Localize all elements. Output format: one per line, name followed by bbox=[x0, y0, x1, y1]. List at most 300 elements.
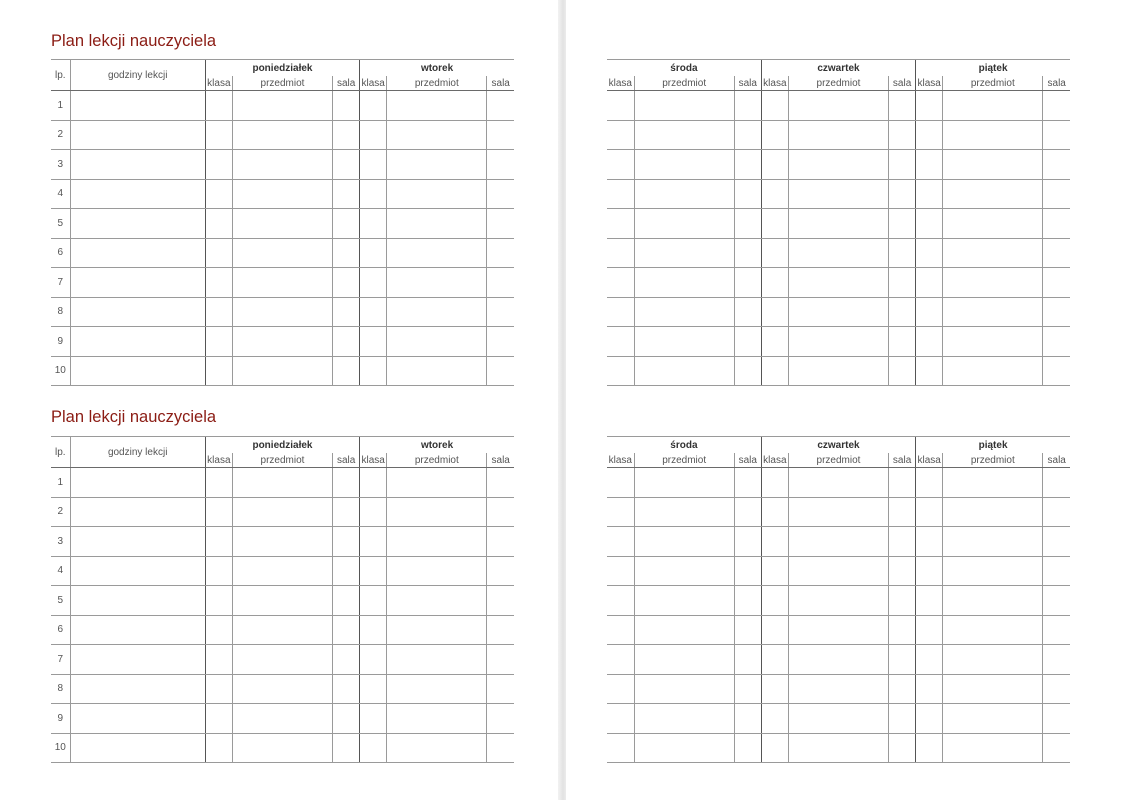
przedmiot-cell[interactable] bbox=[788, 645, 888, 675]
klasa-cell[interactable] bbox=[360, 356, 387, 386]
przedmiot-cell[interactable] bbox=[943, 238, 1043, 268]
sala-cell[interactable] bbox=[889, 91, 916, 121]
klasa-cell[interactable] bbox=[205, 733, 232, 763]
klasa-cell[interactable] bbox=[607, 674, 634, 704]
sala-cell[interactable] bbox=[734, 556, 761, 586]
klasa-cell[interactable] bbox=[607, 297, 634, 327]
przedmiot-cell[interactable] bbox=[788, 527, 888, 557]
sala-cell[interactable] bbox=[333, 238, 360, 268]
sala-cell[interactable] bbox=[889, 586, 916, 616]
przedmiot-cell[interactable] bbox=[943, 91, 1043, 121]
klasa-cell[interactable] bbox=[761, 297, 788, 327]
hours-cell[interactable] bbox=[70, 556, 205, 586]
przedmiot-cell[interactable] bbox=[232, 91, 332, 121]
klasa-cell[interactable] bbox=[916, 615, 943, 645]
sala-cell[interactable] bbox=[889, 733, 916, 763]
przedmiot-cell[interactable] bbox=[232, 268, 332, 298]
sala-cell[interactable] bbox=[333, 120, 360, 150]
przedmiot-cell[interactable] bbox=[232, 327, 332, 357]
sala-cell[interactable] bbox=[889, 645, 916, 675]
klasa-cell[interactable] bbox=[205, 674, 232, 704]
sala-cell[interactable] bbox=[333, 615, 360, 645]
sala-cell[interactable] bbox=[487, 497, 514, 527]
sala-cell[interactable] bbox=[1043, 527, 1070, 557]
sala-cell[interactable] bbox=[1043, 150, 1070, 180]
sala-cell[interactable] bbox=[734, 674, 761, 704]
sala-cell[interactable] bbox=[734, 733, 761, 763]
hours-cell[interactable] bbox=[70, 468, 205, 498]
sala-cell[interactable] bbox=[889, 120, 916, 150]
sala-cell[interactable] bbox=[734, 91, 761, 121]
klasa-cell[interactable] bbox=[607, 209, 634, 239]
sala-cell[interactable] bbox=[734, 238, 761, 268]
hours-cell[interactable] bbox=[70, 586, 205, 616]
klasa-cell[interactable] bbox=[607, 150, 634, 180]
klasa-cell[interactable] bbox=[916, 356, 943, 386]
klasa-cell[interactable] bbox=[761, 468, 788, 498]
klasa-cell[interactable] bbox=[360, 527, 387, 557]
sala-cell[interactable] bbox=[487, 615, 514, 645]
sala-cell[interactable] bbox=[487, 356, 514, 386]
przedmiot-cell[interactable] bbox=[387, 238, 487, 268]
przedmiot-cell[interactable] bbox=[788, 674, 888, 704]
klasa-cell[interactable] bbox=[360, 327, 387, 357]
klasa-cell[interactable] bbox=[916, 704, 943, 734]
klasa-cell[interactable] bbox=[607, 497, 634, 527]
klasa-cell[interactable] bbox=[916, 91, 943, 121]
sala-cell[interactable] bbox=[487, 120, 514, 150]
sala-cell[interactable] bbox=[333, 497, 360, 527]
przedmiot-cell[interactable] bbox=[788, 91, 888, 121]
przedmiot-cell[interactable] bbox=[232, 238, 332, 268]
sala-cell[interactable] bbox=[1043, 327, 1070, 357]
sala-cell[interactable] bbox=[333, 179, 360, 209]
przedmiot-cell[interactable] bbox=[788, 615, 888, 645]
klasa-cell[interactable] bbox=[916, 733, 943, 763]
przedmiot-cell[interactable] bbox=[232, 497, 332, 527]
przedmiot-cell[interactable] bbox=[943, 209, 1043, 239]
przedmiot-cell[interactable] bbox=[634, 209, 734, 239]
klasa-cell[interactable] bbox=[205, 268, 232, 298]
przedmiot-cell[interactable] bbox=[387, 468, 487, 498]
klasa-cell[interactable] bbox=[205, 497, 232, 527]
sala-cell[interactable] bbox=[734, 645, 761, 675]
przedmiot-cell[interactable] bbox=[943, 120, 1043, 150]
klasa-cell[interactable] bbox=[607, 91, 634, 121]
sala-cell[interactable] bbox=[734, 497, 761, 527]
przedmiot-cell[interactable] bbox=[232, 179, 332, 209]
przedmiot-cell[interactable] bbox=[387, 497, 487, 527]
przedmiot-cell[interactable] bbox=[634, 297, 734, 327]
klasa-cell[interactable] bbox=[607, 645, 634, 675]
przedmiot-cell[interactable] bbox=[232, 733, 332, 763]
przedmiot-cell[interactable] bbox=[232, 674, 332, 704]
klasa-cell[interactable] bbox=[360, 268, 387, 298]
przedmiot-cell[interactable] bbox=[387, 556, 487, 586]
przedmiot-cell[interactable] bbox=[634, 179, 734, 209]
klasa-cell[interactable] bbox=[761, 238, 788, 268]
przedmiot-cell[interactable] bbox=[387, 615, 487, 645]
hours-cell[interactable] bbox=[70, 268, 205, 298]
sala-cell[interactable] bbox=[1043, 179, 1070, 209]
sala-cell[interactable] bbox=[487, 91, 514, 121]
sala-cell[interactable] bbox=[734, 586, 761, 616]
przedmiot-cell[interactable] bbox=[232, 120, 332, 150]
sala-cell[interactable] bbox=[487, 238, 514, 268]
przedmiot-cell[interactable] bbox=[387, 209, 487, 239]
hours-cell[interactable] bbox=[70, 527, 205, 557]
sala-cell[interactable] bbox=[333, 327, 360, 357]
przedmiot-cell[interactable] bbox=[232, 704, 332, 734]
sala-cell[interactable] bbox=[487, 704, 514, 734]
przedmiot-cell[interactable] bbox=[943, 645, 1043, 675]
klasa-cell[interactable] bbox=[761, 268, 788, 298]
sala-cell[interactable] bbox=[1043, 268, 1070, 298]
przedmiot-cell[interactable] bbox=[943, 556, 1043, 586]
klasa-cell[interactable] bbox=[205, 586, 232, 616]
klasa-cell[interactable] bbox=[360, 179, 387, 209]
hours-cell[interactable] bbox=[70, 615, 205, 645]
sala-cell[interactable] bbox=[889, 527, 916, 557]
klasa-cell[interactable] bbox=[916, 238, 943, 268]
sala-cell[interactable] bbox=[487, 268, 514, 298]
hours-cell[interactable] bbox=[70, 733, 205, 763]
przedmiot-cell[interactable] bbox=[387, 268, 487, 298]
klasa-cell[interactable] bbox=[607, 527, 634, 557]
sala-cell[interactable] bbox=[734, 527, 761, 557]
przedmiot-cell[interactable] bbox=[232, 356, 332, 386]
klasa-cell[interactable] bbox=[360, 91, 387, 121]
przedmiot-cell[interactable] bbox=[232, 150, 332, 180]
przedmiot-cell[interactable] bbox=[387, 327, 487, 357]
klasa-cell[interactable] bbox=[761, 645, 788, 675]
przedmiot-cell[interactable] bbox=[387, 91, 487, 121]
klasa-cell[interactable] bbox=[360, 674, 387, 704]
przedmiot-cell[interactable] bbox=[387, 586, 487, 616]
sala-cell[interactable] bbox=[333, 356, 360, 386]
przedmiot-cell[interactable] bbox=[232, 615, 332, 645]
przedmiot-cell[interactable] bbox=[232, 586, 332, 616]
przedmiot-cell[interactable] bbox=[634, 733, 734, 763]
przedmiot-cell[interactable] bbox=[634, 556, 734, 586]
klasa-cell[interactable] bbox=[360, 297, 387, 327]
klasa-cell[interactable] bbox=[761, 733, 788, 763]
przedmiot-cell[interactable] bbox=[387, 150, 487, 180]
hours-cell[interactable] bbox=[70, 120, 205, 150]
przedmiot-cell[interactable] bbox=[634, 120, 734, 150]
hours-cell[interactable] bbox=[70, 297, 205, 327]
sala-cell[interactable] bbox=[889, 327, 916, 357]
sala-cell[interactable] bbox=[1043, 733, 1070, 763]
sala-cell[interactable] bbox=[734, 179, 761, 209]
przedmiot-cell[interactable] bbox=[788, 209, 888, 239]
przedmiot-cell[interactable] bbox=[634, 586, 734, 616]
przedmiot-cell[interactable] bbox=[387, 733, 487, 763]
sala-cell[interactable] bbox=[333, 209, 360, 239]
przedmiot-cell[interactable] bbox=[788, 327, 888, 357]
przedmiot-cell[interactable] bbox=[788, 586, 888, 616]
hours-cell[interactable] bbox=[70, 327, 205, 357]
przedmiot-cell[interactable] bbox=[634, 645, 734, 675]
przedmiot-cell[interactable] bbox=[788, 179, 888, 209]
sala-cell[interactable] bbox=[889, 209, 916, 239]
klasa-cell[interactable] bbox=[761, 615, 788, 645]
sala-cell[interactable] bbox=[333, 91, 360, 121]
przedmiot-cell[interactable] bbox=[788, 733, 888, 763]
sala-cell[interactable] bbox=[487, 674, 514, 704]
klasa-cell[interactable] bbox=[360, 733, 387, 763]
klasa-cell[interactable] bbox=[607, 120, 634, 150]
klasa-cell[interactable] bbox=[916, 179, 943, 209]
sala-cell[interactable] bbox=[889, 179, 916, 209]
przedmiot-cell[interactable] bbox=[232, 527, 332, 557]
sala-cell[interactable] bbox=[487, 556, 514, 586]
sala-cell[interactable] bbox=[1043, 238, 1070, 268]
przedmiot-cell[interactable] bbox=[943, 327, 1043, 357]
sala-cell[interactable] bbox=[487, 327, 514, 357]
przedmiot-cell[interactable] bbox=[788, 497, 888, 527]
przedmiot-cell[interactable] bbox=[943, 704, 1043, 734]
klasa-cell[interactable] bbox=[761, 327, 788, 357]
przedmiot-cell[interactable] bbox=[387, 297, 487, 327]
przedmiot-cell[interactable] bbox=[788, 468, 888, 498]
sala-cell[interactable] bbox=[1043, 297, 1070, 327]
klasa-cell[interactable] bbox=[607, 556, 634, 586]
klasa-cell[interactable] bbox=[916, 468, 943, 498]
klasa-cell[interactable] bbox=[360, 120, 387, 150]
przedmiot-cell[interactable] bbox=[943, 297, 1043, 327]
przedmiot-cell[interactable] bbox=[634, 497, 734, 527]
przedmiot-cell[interactable] bbox=[788, 297, 888, 327]
przedmiot-cell[interactable] bbox=[634, 238, 734, 268]
klasa-cell[interactable] bbox=[205, 238, 232, 268]
sala-cell[interactable] bbox=[487, 150, 514, 180]
sala-cell[interactable] bbox=[1043, 645, 1070, 675]
przedmiot-cell[interactable] bbox=[788, 238, 888, 268]
klasa-cell[interactable] bbox=[360, 150, 387, 180]
sala-cell[interactable] bbox=[1043, 497, 1070, 527]
przedmiot-cell[interactable] bbox=[943, 733, 1043, 763]
klasa-cell[interactable] bbox=[916, 150, 943, 180]
przedmiot-cell[interactable] bbox=[387, 674, 487, 704]
sala-cell[interactable] bbox=[889, 615, 916, 645]
przedmiot-cell[interactable] bbox=[387, 527, 487, 557]
przedmiot-cell[interactable] bbox=[232, 556, 332, 586]
przedmiot-cell[interactable] bbox=[943, 586, 1043, 616]
klasa-cell[interactable] bbox=[205, 556, 232, 586]
przedmiot-cell[interactable] bbox=[943, 356, 1043, 386]
klasa-cell[interactable] bbox=[761, 150, 788, 180]
klasa-cell[interactable] bbox=[607, 179, 634, 209]
klasa-cell[interactable] bbox=[761, 704, 788, 734]
klasa-cell[interactable] bbox=[761, 120, 788, 150]
przedmiot-cell[interactable] bbox=[634, 468, 734, 498]
przedmiot-cell[interactable] bbox=[788, 150, 888, 180]
sala-cell[interactable] bbox=[889, 674, 916, 704]
klasa-cell[interactable] bbox=[205, 150, 232, 180]
sala-cell[interactable] bbox=[889, 150, 916, 180]
hours-cell[interactable] bbox=[70, 91, 205, 121]
przedmiot-cell[interactable] bbox=[387, 704, 487, 734]
przedmiot-cell[interactable] bbox=[634, 674, 734, 704]
sala-cell[interactable] bbox=[487, 645, 514, 675]
sala-cell[interactable] bbox=[889, 356, 916, 386]
przedmiot-cell[interactable] bbox=[232, 297, 332, 327]
klasa-cell[interactable] bbox=[607, 615, 634, 645]
hours-cell[interactable] bbox=[70, 645, 205, 675]
sala-cell[interactable] bbox=[734, 209, 761, 239]
sala-cell[interactable] bbox=[487, 527, 514, 557]
sala-cell[interactable] bbox=[1043, 356, 1070, 386]
klasa-cell[interactable] bbox=[205, 615, 232, 645]
klasa-cell[interactable] bbox=[916, 674, 943, 704]
klasa-cell[interactable] bbox=[360, 615, 387, 645]
sala-cell[interactable] bbox=[487, 209, 514, 239]
klasa-cell[interactable] bbox=[916, 497, 943, 527]
sala-cell[interactable] bbox=[1043, 468, 1070, 498]
sala-cell[interactable] bbox=[1043, 586, 1070, 616]
przedmiot-cell[interactable] bbox=[387, 356, 487, 386]
sala-cell[interactable] bbox=[1043, 674, 1070, 704]
klasa-cell[interactable] bbox=[360, 209, 387, 239]
sala-cell[interactable] bbox=[734, 615, 761, 645]
sala-cell[interactable] bbox=[1043, 704, 1070, 734]
klasa-cell[interactable] bbox=[761, 356, 788, 386]
sala-cell[interactable] bbox=[734, 356, 761, 386]
przedmiot-cell[interactable] bbox=[943, 268, 1043, 298]
klasa-cell[interactable] bbox=[360, 556, 387, 586]
przedmiot-cell[interactable] bbox=[788, 120, 888, 150]
klasa-cell[interactable] bbox=[607, 586, 634, 616]
klasa-cell[interactable] bbox=[205, 527, 232, 557]
przedmiot-cell[interactable] bbox=[232, 645, 332, 675]
klasa-cell[interactable] bbox=[205, 327, 232, 357]
przedmiot-cell[interactable] bbox=[232, 468, 332, 498]
klasa-cell[interactable] bbox=[916, 527, 943, 557]
przedmiot-cell[interactable] bbox=[634, 91, 734, 121]
sala-cell[interactable] bbox=[734, 704, 761, 734]
klasa-cell[interactable] bbox=[916, 327, 943, 357]
przedmiot-cell[interactable] bbox=[943, 674, 1043, 704]
przedmiot-cell[interactable] bbox=[634, 327, 734, 357]
klasa-cell[interactable] bbox=[761, 497, 788, 527]
sala-cell[interactable] bbox=[889, 468, 916, 498]
klasa-cell[interactable] bbox=[205, 468, 232, 498]
klasa-cell[interactable] bbox=[916, 556, 943, 586]
klasa-cell[interactable] bbox=[607, 733, 634, 763]
hours-cell[interactable] bbox=[70, 150, 205, 180]
klasa-cell[interactable] bbox=[607, 704, 634, 734]
klasa-cell[interactable] bbox=[205, 645, 232, 675]
klasa-cell[interactable] bbox=[916, 120, 943, 150]
sala-cell[interactable] bbox=[734, 120, 761, 150]
przedmiot-cell[interactable] bbox=[634, 527, 734, 557]
przedmiot-cell[interactable] bbox=[788, 356, 888, 386]
sala-cell[interactable] bbox=[487, 468, 514, 498]
klasa-cell[interactable] bbox=[916, 209, 943, 239]
sala-cell[interactable] bbox=[734, 268, 761, 298]
hours-cell[interactable] bbox=[70, 704, 205, 734]
sala-cell[interactable] bbox=[487, 297, 514, 327]
klasa-cell[interactable] bbox=[205, 91, 232, 121]
klasa-cell[interactable] bbox=[607, 468, 634, 498]
klasa-cell[interactable] bbox=[607, 238, 634, 268]
przedmiot-cell[interactable] bbox=[387, 120, 487, 150]
klasa-cell[interactable] bbox=[360, 238, 387, 268]
sala-cell[interactable] bbox=[333, 704, 360, 734]
hours-cell[interactable] bbox=[70, 238, 205, 268]
sala-cell[interactable] bbox=[1043, 209, 1070, 239]
klasa-cell[interactable] bbox=[916, 268, 943, 298]
sala-cell[interactable] bbox=[333, 150, 360, 180]
klasa-cell[interactable] bbox=[360, 645, 387, 675]
przedmiot-cell[interactable] bbox=[232, 209, 332, 239]
sala-cell[interactable] bbox=[487, 586, 514, 616]
sala-cell[interactable] bbox=[889, 497, 916, 527]
klasa-cell[interactable] bbox=[360, 704, 387, 734]
klasa-cell[interactable] bbox=[205, 120, 232, 150]
klasa-cell[interactable] bbox=[205, 297, 232, 327]
przedmiot-cell[interactable] bbox=[634, 704, 734, 734]
sala-cell[interactable] bbox=[333, 527, 360, 557]
klasa-cell[interactable] bbox=[916, 297, 943, 327]
hours-cell[interactable] bbox=[70, 674, 205, 704]
klasa-cell[interactable] bbox=[761, 527, 788, 557]
przedmiot-cell[interactable] bbox=[788, 704, 888, 734]
sala-cell[interactable] bbox=[333, 674, 360, 704]
sala-cell[interactable] bbox=[889, 704, 916, 734]
klasa-cell[interactable] bbox=[761, 91, 788, 121]
sala-cell[interactable] bbox=[333, 733, 360, 763]
sala-cell[interactable] bbox=[487, 733, 514, 763]
sala-cell[interactable] bbox=[333, 586, 360, 616]
sala-cell[interactable] bbox=[333, 297, 360, 327]
hours-cell[interactable] bbox=[70, 179, 205, 209]
klasa-cell[interactable] bbox=[761, 179, 788, 209]
sala-cell[interactable] bbox=[889, 238, 916, 268]
sala-cell[interactable] bbox=[333, 556, 360, 586]
przedmiot-cell[interactable] bbox=[943, 497, 1043, 527]
przedmiot-cell[interactable] bbox=[387, 179, 487, 209]
sala-cell[interactable] bbox=[734, 468, 761, 498]
klasa-cell[interactable] bbox=[607, 356, 634, 386]
klasa-cell[interactable] bbox=[761, 556, 788, 586]
sala-cell[interactable] bbox=[1043, 120, 1070, 150]
sala-cell[interactable] bbox=[487, 179, 514, 209]
klasa-cell[interactable] bbox=[607, 268, 634, 298]
przedmiot-cell[interactable] bbox=[943, 179, 1043, 209]
klasa-cell[interactable] bbox=[761, 586, 788, 616]
klasa-cell[interactable] bbox=[205, 179, 232, 209]
klasa-cell[interactable] bbox=[360, 586, 387, 616]
klasa-cell[interactable] bbox=[205, 356, 232, 386]
sala-cell[interactable] bbox=[734, 327, 761, 357]
sala-cell[interactable] bbox=[333, 468, 360, 498]
przedmiot-cell[interactable] bbox=[634, 150, 734, 180]
sala-cell[interactable] bbox=[333, 645, 360, 675]
przedmiot-cell[interactable] bbox=[634, 268, 734, 298]
sala-cell[interactable] bbox=[1043, 556, 1070, 586]
przedmiot-cell[interactable] bbox=[943, 615, 1043, 645]
hours-cell[interactable] bbox=[70, 356, 205, 386]
klasa-cell[interactable] bbox=[205, 704, 232, 734]
przedmiot-cell[interactable] bbox=[788, 556, 888, 586]
klasa-cell[interactable] bbox=[916, 645, 943, 675]
sala-cell[interactable] bbox=[734, 150, 761, 180]
klasa-cell[interactable] bbox=[360, 497, 387, 527]
przedmiot-cell[interactable] bbox=[634, 356, 734, 386]
sala-cell[interactable] bbox=[734, 297, 761, 327]
